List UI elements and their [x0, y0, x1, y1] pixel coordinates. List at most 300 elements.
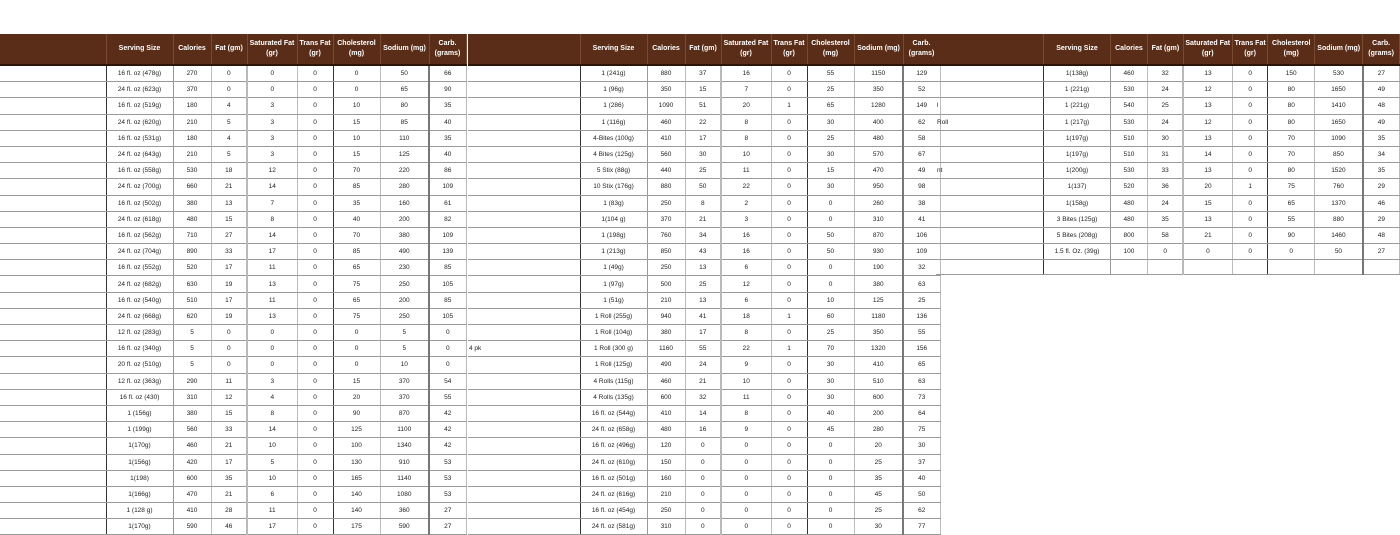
cell-cholesterol[interactable]: 15: [333, 146, 380, 162]
cell-carb[interactable]: 98: [903, 179, 940, 195]
cell-sat-fat[interactable]: 11: [247, 292, 297, 308]
cell-trans-fat[interactable]: 0: [771, 325, 807, 341]
cell-serving[interactable]: 1 (96g): [580, 82, 647, 98]
cell-calories[interactable]: 210: [647, 292, 685, 308]
cell-fat[interactable]: 24: [1148, 82, 1183, 98]
cell-fat[interactable]: 33: [211, 422, 247, 438]
cell-cholesterol[interactable]: 130: [333, 454, 380, 470]
cell-trans-fat[interactable]: 0: [1232, 211, 1267, 227]
cell-carb[interactable]: 53: [429, 454, 466, 470]
cell-carb[interactable]: 109: [429, 227, 466, 243]
cell-cholesterol[interactable]: 165: [333, 470, 380, 486]
cell-serving[interactable]: 16 fl. oz (496g): [580, 438, 647, 454]
cell-fat[interactable]: 0: [685, 503, 721, 519]
cell-trans-fat[interactable]: 0: [297, 146, 333, 162]
cell-sat-fat[interactable]: 10: [721, 373, 771, 389]
cell-sodium[interactable]: 250: [380, 308, 429, 324]
cell-name[interactable]: [936, 65, 1044, 82]
cell-fat[interactable]: 24: [1148, 195, 1183, 211]
cell-fat[interactable]: 0: [685, 470, 721, 486]
cell-sodium[interactable]: 600: [854, 389, 903, 405]
cell-serving[interactable]: 4 Bites (125g): [580, 146, 647, 162]
cell-calories[interactable]: 290: [173, 373, 211, 389]
column-header-calories[interactable]: Calories: [1110, 34, 1148, 65]
cell-fat[interactable]: 15: [211, 405, 247, 421]
cell-calories[interactable]: 880: [647, 65, 685, 82]
cell-calories[interactable]: 540: [1110, 98, 1148, 114]
cell-fat[interactable]: 21: [211, 179, 247, 195]
cell-cholesterol[interactable]: 30: [807, 146, 854, 162]
cell-fat[interactable]: 19: [211, 276, 247, 292]
cell-calories[interactable]: 210: [647, 486, 685, 502]
cell-sodium[interactable]: 45: [854, 486, 903, 502]
cell-cholesterol[interactable]: 55: [807, 65, 854, 82]
cell-sodium[interactable]: 480: [854, 130, 903, 146]
cell-trans-fat[interactable]: 0: [771, 405, 807, 421]
cell-name[interactable]: [0, 211, 106, 227]
cell-trans-fat[interactable]: 0: [297, 357, 333, 373]
cell-carb[interactable]: 38: [903, 195, 940, 211]
cell-sodium[interactable]: 380: [854, 276, 903, 292]
cell-cholesterol[interactable]: 0: [807, 454, 854, 470]
column-header-fat[interactable]: Fat (gm): [211, 34, 247, 65]
cell-sodium[interactable]: 65: [380, 82, 429, 98]
cell-fat[interactable]: 13: [211, 195, 247, 211]
cell-name[interactable]: [0, 519, 106, 535]
cell-serving[interactable]: 24 fl. oz (668g): [106, 308, 173, 324]
cell-trans-fat[interactable]: 0: [771, 211, 807, 227]
cell-name[interactable]: [936, 227, 1044, 243]
cell-trans-fat[interactable]: 0: [771, 146, 807, 162]
cell-fat[interactable]: 5: [211, 114, 247, 130]
cell-carb[interactable]: 0: [429, 357, 466, 373]
cell-serving[interactable]: 3 Bites (125g): [1044, 211, 1110, 227]
cell-serving[interactable]: 1(158g): [1044, 195, 1110, 211]
cell-calories[interactable]: 5: [173, 325, 211, 341]
cell-sat-fat[interactable]: 0: [721, 470, 771, 486]
cell-calories[interactable]: 310: [173, 389, 211, 405]
cell-sodium[interactable]: 1280: [854, 98, 903, 114]
cell-fat[interactable]: 13: [685, 292, 721, 308]
cell-trans-fat[interactable]: 0: [771, 470, 807, 486]
cell-cholesterol[interactable]: 0: [333, 357, 380, 373]
cell-cholesterol[interactable]: 90: [1268, 227, 1315, 243]
cell-name[interactable]: [0, 163, 106, 179]
cell-sat-fat[interactable]: 7: [247, 195, 297, 211]
cell-serving[interactable]: 16 fl. oz (501g): [580, 470, 647, 486]
cell-trans-fat[interactable]: 0: [297, 65, 333, 82]
cell-sat-fat[interactable]: 14: [247, 227, 297, 243]
cell-serving[interactable]: 1(170g): [106, 438, 173, 454]
cell-sodium[interactable]: [1315, 260, 1363, 275]
cell-calories[interactable]: 530: [1110, 82, 1148, 98]
cell-name[interactable]: [468, 325, 580, 341]
cell-carb[interactable]: 129: [903, 65, 940, 82]
cell-carb[interactable]: 27: [429, 519, 466, 535]
cell-carb[interactable]: 65: [903, 357, 940, 373]
cell-carb[interactable]: 55: [903, 325, 940, 341]
cell-trans-fat[interactable]: 0: [771, 373, 807, 389]
cell-cholesterol[interactable]: 0: [807, 519, 854, 535]
cell-sodium[interactable]: 160: [380, 195, 429, 211]
cell-sat-fat[interactable]: 11: [721, 163, 771, 179]
cell-name[interactable]: [468, 292, 580, 308]
cell-sat-fat[interactable]: 16: [721, 65, 771, 82]
cell-calories[interactable]: 800: [1110, 227, 1148, 243]
cell-fat[interactable]: 41: [685, 308, 721, 324]
column-header-carb[interactable]: Carb. (grams): [429, 34, 466, 65]
cell-sat-fat[interactable]: 6: [721, 260, 771, 276]
cell-carb[interactable]: 49: [903, 163, 940, 179]
cell-carb[interactable]: 40: [429, 146, 466, 162]
cell-name[interactable]: [936, 211, 1044, 227]
cell-sat-fat[interactable]: 0: [247, 341, 297, 357]
cell-sat-fat[interactable]: 14: [247, 422, 297, 438]
cell-calories[interactable]: 160: [647, 470, 685, 486]
cell-cholesterol[interactable]: [1268, 260, 1315, 275]
cell-serving[interactable]: 24 fl. oz (610g): [580, 454, 647, 470]
cell-sat-fat[interactable]: 12: [247, 163, 297, 179]
cell-sodium[interactable]: 30: [854, 519, 903, 535]
cell-sat-fat[interactable]: 7: [721, 82, 771, 98]
cell-carb[interactable]: 35: [429, 130, 466, 146]
cell-serving[interactable]: 1 Roll (104g): [580, 325, 647, 341]
cell-trans-fat[interactable]: 0: [297, 276, 333, 292]
cell-trans-fat[interactable]: 1: [771, 341, 807, 357]
cell-fat[interactable]: 22: [685, 114, 721, 130]
cell-trans-fat[interactable]: 0: [771, 357, 807, 373]
cell-serving[interactable]: 24 fl. oz (616g): [580, 486, 647, 502]
cell-serving[interactable]: 16 fl. oz (478g): [106, 65, 173, 82]
cell-fat[interactable]: 15: [211, 211, 247, 227]
cell-serving[interactable]: 1 Roll (300 g): [580, 341, 647, 357]
cell-calories[interactable]: 310: [647, 519, 685, 535]
cell-carb[interactable]: 42: [429, 405, 466, 421]
cell-fat[interactable]: 55: [685, 341, 721, 357]
cell-fat[interactable]: 32: [685, 389, 721, 405]
cell-serving[interactable]: 1(197g): [1044, 146, 1110, 162]
cell-sat-fat[interactable]: 8: [721, 325, 771, 341]
cell-carb[interactable]: 55: [429, 389, 466, 405]
cell-name[interactable]: [0, 146, 106, 162]
cell-sodium[interactable]: 880: [1315, 211, 1363, 227]
cell-sat-fat[interactable]: 3: [247, 98, 297, 114]
cell-sodium[interactable]: 910: [380, 454, 429, 470]
cell-serving[interactable]: 16 fl. oz (540g): [106, 292, 173, 308]
cell-sat-fat[interactable]: 3: [247, 146, 297, 162]
cell-carb[interactable]: 34: [1363, 146, 1400, 162]
cell-sat-fat[interactable]: 8: [721, 114, 771, 130]
cell-sat-fat[interactable]: 8: [247, 405, 297, 421]
cell-trans-fat[interactable]: 0: [771, 503, 807, 519]
cell-name[interactable]: [0, 227, 106, 243]
cell-cholesterol[interactable]: 65: [1268, 195, 1315, 211]
cell-carb[interactable]: 61: [429, 195, 466, 211]
cell-trans-fat[interactable]: 0: [297, 244, 333, 260]
cell-calories[interactable]: 510: [173, 292, 211, 308]
cell-fat[interactable]: 0: [211, 357, 247, 373]
cell-calories[interactable]: 250: [647, 195, 685, 211]
cell-cholesterol[interactable]: 10: [333, 98, 380, 114]
cell-cholesterol[interactable]: 85: [333, 179, 380, 195]
cell-sat-fat[interactable]: 3: [721, 211, 771, 227]
cell-name[interactable]: [0, 65, 106, 82]
cell-name[interactable]: l: [936, 98, 1044, 114]
cell-fat[interactable]: 0: [685, 486, 721, 502]
cell-serving[interactable]: 1 (156g): [106, 405, 173, 421]
cell-sodium[interactable]: 25: [854, 454, 903, 470]
cell-sodium[interactable]: 1520: [1315, 163, 1363, 179]
cell-sat-fat[interactable]: 0: [247, 65, 297, 82]
cell-serving[interactable]: 1 (97g): [580, 276, 647, 292]
cell-fat[interactable]: 17: [211, 260, 247, 276]
cell-cholesterol[interactable]: 20: [333, 389, 380, 405]
column-header-name[interactable]: [936, 34, 1044, 65]
cell-fat[interactable]: 30: [685, 146, 721, 162]
cell-trans-fat[interactable]: 0: [771, 82, 807, 98]
cell-calories[interactable]: 510: [1110, 130, 1148, 146]
cell-sat-fat[interactable]: 0: [247, 82, 297, 98]
cell-cholesterol[interactable]: 25: [807, 325, 854, 341]
cell-fat[interactable]: 13: [685, 260, 721, 276]
cell-sodium[interactable]: 5: [380, 325, 429, 341]
column-header-trans-fat[interactable]: Trans Fat (gr): [771, 34, 807, 65]
cell-cholesterol[interactable]: 0: [333, 341, 380, 357]
cell-cholesterol[interactable]: 60: [807, 308, 854, 324]
cell-name[interactable]: [936, 146, 1044, 162]
cell-fat[interactable]: 0: [211, 65, 247, 82]
cell-serving[interactable]: 16 fl. oz (340g): [106, 341, 173, 357]
cell-trans-fat[interactable]: 0: [1232, 130, 1267, 146]
cell-sat-fat[interactable]: 13: [1183, 98, 1232, 114]
cell-trans-fat[interactable]: 0: [771, 486, 807, 502]
cell-serving[interactable]: 1(170g): [106, 519, 173, 535]
cell-trans-fat[interactable]: 0: [771, 292, 807, 308]
cell-name[interactable]: [0, 130, 106, 146]
cell-carb[interactable]: 30: [903, 438, 940, 454]
cell-sodium[interactable]: 1320: [854, 341, 903, 357]
cell-fat[interactable]: 18: [211, 163, 247, 179]
cell-calories[interactable]: 210: [173, 146, 211, 162]
cell-sodium[interactable]: 1340: [380, 438, 429, 454]
cell-calories[interactable]: 520: [1110, 179, 1148, 195]
cell-sodium[interactable]: 50: [380, 65, 429, 82]
cell-calories[interactable]: 380: [647, 325, 685, 341]
cell-carb[interactable]: 49: [1363, 114, 1400, 130]
cell-fat[interactable]: 58: [1148, 227, 1183, 243]
cell-sodium[interactable]: 85: [380, 114, 429, 130]
cell-fat[interactable]: 35: [1148, 211, 1183, 227]
cell-name[interactable]: [0, 244, 106, 260]
cell-name[interactable]: [936, 244, 1044, 260]
cell-calories[interactable]: 760: [647, 227, 685, 243]
cell-calories[interactable]: 490: [647, 357, 685, 373]
cell-name[interactable]: [936, 260, 1044, 275]
cell-calories[interactable]: 560: [647, 146, 685, 162]
cell-cholesterol[interactable]: 70: [333, 227, 380, 243]
cell-sat-fat[interactable]: 11: [247, 260, 297, 276]
cell-calories[interactable]: 560: [173, 422, 211, 438]
cell-cholesterol[interactable]: 30: [807, 389, 854, 405]
cell-name[interactable]: [0, 341, 106, 357]
cell-cholesterol[interactable]: 125: [333, 422, 380, 438]
cell-fat[interactable]: 4: [211, 98, 247, 114]
cell-carb[interactable]: 35: [1363, 130, 1400, 146]
cell-sat-fat[interactable]: 13: [1183, 211, 1232, 227]
cell-cholesterol[interactable]: 70: [807, 341, 854, 357]
cell-cholesterol[interactable]: 0: [1268, 244, 1315, 260]
cell-calories[interactable]: 880: [647, 179, 685, 195]
cell-sodium[interactable]: 370: [380, 389, 429, 405]
cell-trans-fat[interactable]: 0: [771, 227, 807, 243]
cell-calories[interactable]: 210: [173, 114, 211, 130]
cell-serving[interactable]: 1 (51g): [580, 292, 647, 308]
cell-name[interactable]: [0, 292, 106, 308]
cell-cholesterol[interactable]: 150: [1268, 65, 1315, 82]
cell-calories[interactable]: 530: [173, 163, 211, 179]
cell-fat[interactable]: 21: [211, 438, 247, 454]
cell-cholesterol[interactable]: 140: [333, 486, 380, 502]
cell-calories[interactable]: [1110, 260, 1148, 275]
cell-cholesterol[interactable]: 30: [807, 373, 854, 389]
cell-sodium[interactable]: 930: [854, 244, 903, 260]
cell-name[interactable]: [0, 503, 106, 519]
cell-fat[interactable]: 24: [685, 357, 721, 373]
cell-sodium[interactable]: 1140: [380, 470, 429, 486]
column-header-cholesterol[interactable]: Cholesterol (mg): [1268, 34, 1315, 65]
cell-sat-fat[interactable]: 11: [247, 503, 297, 519]
cell-trans-fat[interactable]: 0: [297, 227, 333, 243]
cell-sodium[interactable]: 200: [380, 211, 429, 227]
cell-name[interactable]: [468, 98, 580, 114]
cell-serving[interactable]: 1 (221g): [1044, 82, 1110, 98]
cell-fat[interactable]: 32: [1148, 65, 1183, 82]
cell-trans-fat[interactable]: 0: [1232, 98, 1267, 114]
cell-carb[interactable]: 37: [903, 454, 940, 470]
cell-serving[interactable]: 1(166g): [106, 486, 173, 502]
cell-sodium[interactable]: 530: [1315, 65, 1363, 82]
column-header-sat-fat[interactable]: Saturated Fat (gr): [721, 34, 771, 65]
cell-name[interactable]: [468, 163, 580, 179]
cell-calories[interactable]: 1160: [647, 341, 685, 357]
cell-name[interactable]: [0, 357, 106, 373]
cell-fat[interactable]: 25: [1148, 98, 1183, 114]
cell-name[interactable]: [468, 422, 580, 438]
cell-serving[interactable]: 1(156g): [106, 454, 173, 470]
cell-cholesterol[interactable]: 10: [807, 292, 854, 308]
cell-cholesterol[interactable]: 15: [333, 114, 380, 130]
cell-calories[interactable]: 510: [1110, 146, 1148, 162]
cell-sodium[interactable]: 490: [380, 244, 429, 260]
cell-fat[interactable]: 8: [685, 195, 721, 211]
cell-serving[interactable]: 12 fl. oz (363g): [106, 373, 173, 389]
cell-sat-fat[interactable]: 3: [247, 114, 297, 130]
cell-sodium[interactable]: 280: [380, 179, 429, 195]
cell-fat[interactable]: 0: [211, 82, 247, 98]
cell-sat-fat[interactable]: 13: [1183, 130, 1232, 146]
cell-name[interactable]: [468, 82, 580, 98]
cell-calories[interactable]: 380: [173, 195, 211, 211]
cell-fat[interactable]: 11: [211, 373, 247, 389]
cell-cholesterol[interactable]: 55: [1268, 211, 1315, 227]
cell-name[interactable]: [468, 195, 580, 211]
cell-fat[interactable]: 12: [211, 389, 247, 405]
cell-sodium[interactable]: 220: [380, 163, 429, 179]
cell-sodium[interactable]: 1650: [1315, 114, 1363, 130]
cell-calories[interactable]: 270: [173, 65, 211, 82]
cell-fat[interactable]: 0: [1148, 244, 1183, 260]
cell-sodium[interactable]: 590: [380, 519, 429, 535]
cell-serving[interactable]: 16 fl. oz (430): [106, 389, 173, 405]
cell-carb[interactable]: 86: [429, 163, 466, 179]
cell-serving[interactable]: 16 fl. oz (454g): [580, 503, 647, 519]
cell-carb[interactable]: 156: [903, 341, 940, 357]
cell-sat-fat[interactable]: 22: [721, 179, 771, 195]
cell-trans-fat[interactable]: 0: [297, 519, 333, 535]
cell-fat[interactable]: 5: [211, 146, 247, 162]
cell-name[interactable]: [468, 405, 580, 421]
cell-name[interactable]: [468, 114, 580, 130]
cell-calories[interactable]: 370: [647, 211, 685, 227]
cell-cholesterol[interactable]: 0: [333, 325, 380, 341]
cell-calories[interactable]: 5: [173, 357, 211, 373]
cell-carb[interactable]: 82: [429, 211, 466, 227]
cell-sodium[interactable]: 10: [380, 357, 429, 373]
cell-carb[interactable]: 67: [903, 146, 940, 162]
cell-fat[interactable]: 0: [685, 438, 721, 454]
cell-serving[interactable]: 1 (128 g): [106, 503, 173, 519]
cell-cholesterol[interactable]: 15: [807, 163, 854, 179]
cell-calories[interactable]: 530: [1110, 163, 1148, 179]
cell-fat[interactable]: 17: [211, 454, 247, 470]
cell-sodium[interactable]: 400: [854, 114, 903, 130]
cell-serving[interactable]: 16 fl. oz (562g): [106, 227, 173, 243]
cell-carb[interactable]: 66: [429, 65, 466, 82]
cell-carb[interactable]: 0: [429, 325, 466, 341]
cell-cholesterol[interactable]: 70: [1268, 146, 1315, 162]
cell-fat[interactable]: 27: [211, 227, 247, 243]
cell-trans-fat[interactable]: 0: [297, 373, 333, 389]
cell-sat-fat[interactable]: 0: [721, 503, 771, 519]
cell-sat-fat[interactable]: 13: [247, 308, 297, 324]
cell-trans-fat[interactable]: 0: [297, 163, 333, 179]
cell-trans-fat[interactable]: 0: [297, 260, 333, 276]
cell-serving[interactable]: 24 fl. oz (581g): [580, 519, 647, 535]
cell-cholesterol[interactable]: 35: [333, 195, 380, 211]
cell-sat-fat[interactable]: 0: [721, 454, 771, 470]
cell-serving[interactable]: 1 (116g): [580, 114, 647, 130]
cell-sat-fat[interactable]: 4: [247, 389, 297, 405]
cell-sodium[interactable]: 260: [854, 195, 903, 211]
cell-fat[interactable]: [1148, 260, 1183, 275]
cell-sodium[interactable]: 310: [854, 211, 903, 227]
cell-carb[interactable]: 63: [903, 373, 940, 389]
cell-serving[interactable]: 1 (241g): [580, 65, 647, 82]
cell-name[interactable]: [468, 244, 580, 260]
cell-sodium[interactable]: 125: [380, 146, 429, 162]
cell-sat-fat[interactable]: 3: [247, 373, 297, 389]
cell-calories[interactable]: 180: [173, 130, 211, 146]
cell-serving[interactable]: 24 fl. oz (682g): [106, 276, 173, 292]
cell-sodium[interactable]: 20: [854, 438, 903, 454]
cell-trans-fat[interactable]: 0: [1232, 114, 1267, 130]
cell-sat-fat[interactable]: 14: [247, 179, 297, 195]
cell-trans-fat[interactable]: 0: [771, 454, 807, 470]
cell-name[interactable]: [0, 325, 106, 341]
cell-carb[interactable]: 29: [1363, 211, 1400, 227]
cell-sodium[interactable]: 1090: [1315, 130, 1363, 146]
cell-fat[interactable]: 33: [211, 244, 247, 260]
